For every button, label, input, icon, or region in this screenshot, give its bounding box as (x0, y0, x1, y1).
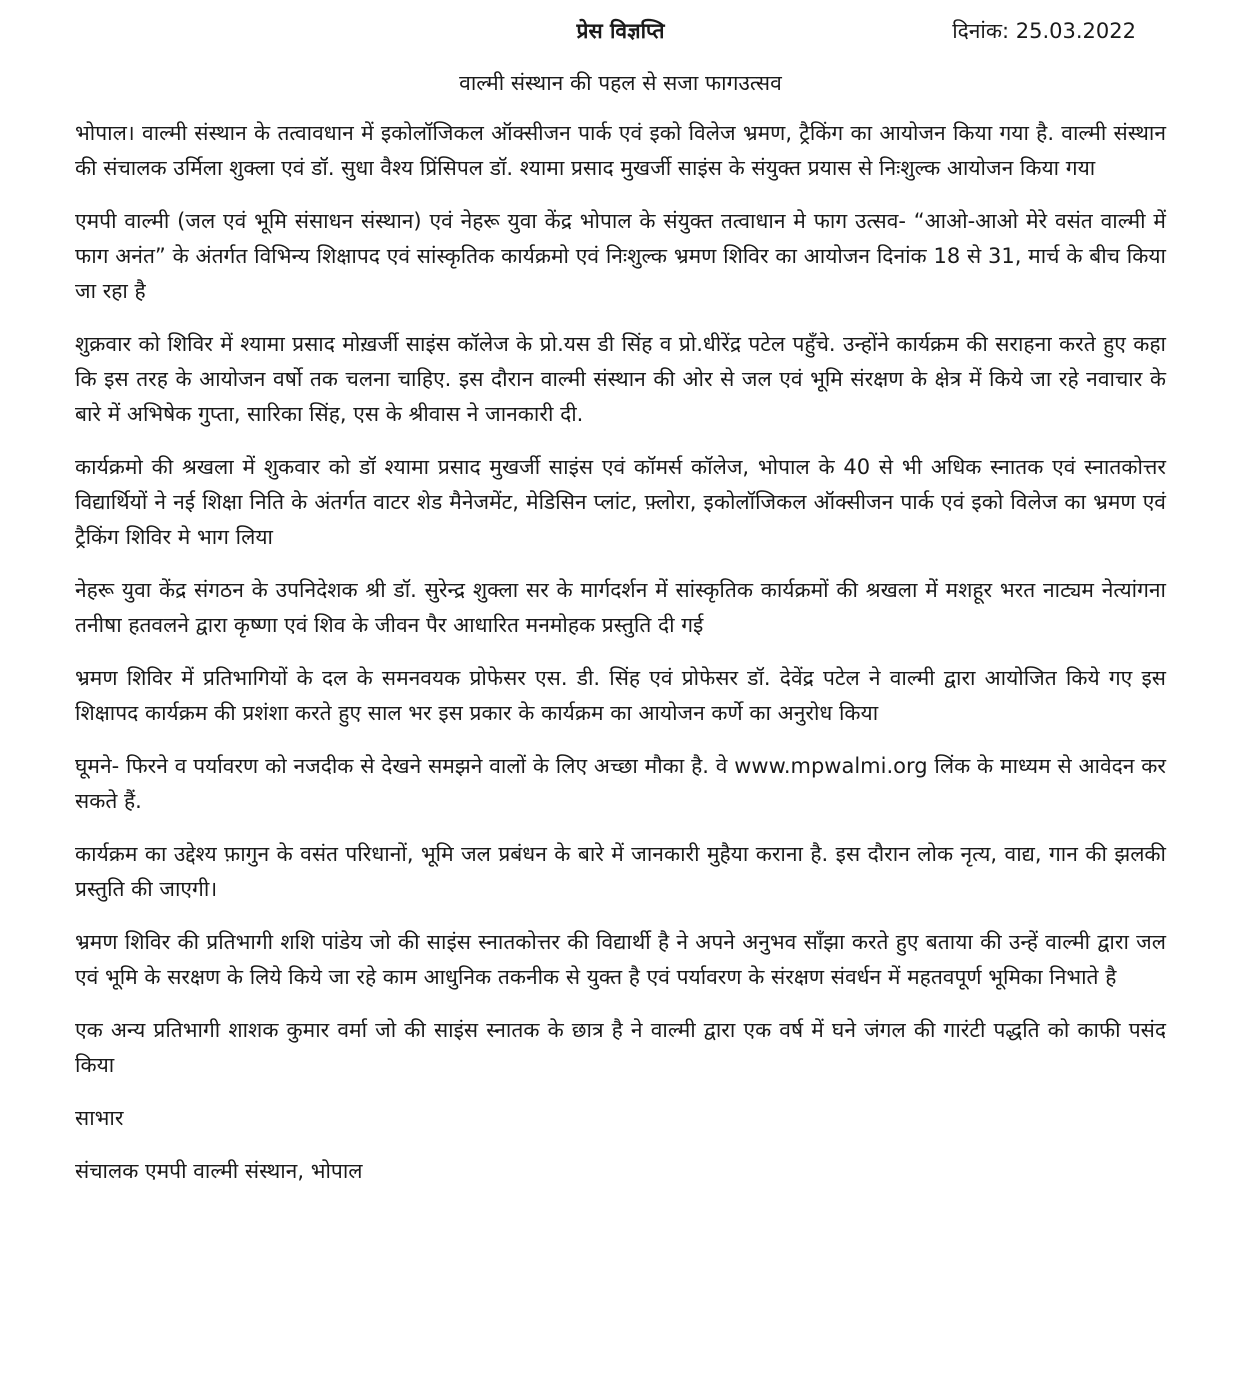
paragraph-6: भ्रमण शिविर में प्रतिभागियों के दल के समनवयक प्रोफेसर एस. डी. सिंह एवं प्रोफेसर डॉ. देवेंद्र पटेल ने वाल्मी द्वारा आयोजित किये गए इस शिक्षापद कार्यक्रम की प्रशंशा करते हुए साल भर इस प्रकार के कार्यक्रम का आयोजन कर्णे का अनुरोध किया (75, 666, 1166, 725)
document-title: प्रेस विज्ञप्ति (576, 19, 665, 43)
document-body (75, 116, 1166, 1083)
document-date: दिनांक: 25.03.2022 (952, 19, 1136, 43)
document-header (75, 14, 1166, 48)
document-subtitle: वाल्मी संस्थान की पहल से सजा फागउत्सव (459, 71, 782, 95)
paragraph-3: शुक्रवार को शिविर में श्यामा प्रसाद मोख़र्जी साइंस कॉलेज के प्रो.यस डी सिंह व प्रो.धीरेंद्र पटेल पहुँचे. उन्होंने कार्यक्रम की सराहना करते हुए कहा कि इस तरह के आयोजन वर्षो तक चलना चाहिए. इस दौरान वाल्मी संस्थान की ओर से जल एवं भूमि संरक्षण के क्षेत्र में किये जा रहे नवाचार के बारे में अभिषेक गुप्ता, सारिका सिंह, एस के श्रीवास ने जानकारी दी. (75, 332, 1166, 426)
paragraph-9: भ्रमण शिविर की प्रतिभागी शशि पांडेय जो की साइंस स्नातकोत्तर की विद्यार्थी है ने अपने अनुभव साँझा करते हुए बताया की उन्हें वाल्मी द्वारा जल एवं भूमि के सरक्षण के लिये किये जा रहे काम आधुनिक तकनीक से युक्त है एवं पर्यावरण के संरक्षण संवर्धन में महतवपूर्ण भूमिका निभाते है (75, 930, 1166, 989)
closing-thanks: साभार (75, 1106, 124, 1130)
paragraph-7: घूमने- फिरने व पर्यावरण को नजदीक से देखने समझने वालों के लिए अच्छा मौका है. वे www.mpwalmi.org लिंक के माध्यम से आवेदन कर सकते हैं. (75, 754, 1166, 813)
press-release-page (75, 14, 1166, 1207)
paragraph-1: भोपाल। वाल्मी संस्थान के तत्वावधान में इकोलॉजिकल ऑक्सीजन पार्क एवं इको विलेज भ्रमण, ट्रैकिंग का आयोजन किया गया है. वाल्मी संस्थान की संचालक उर्मिला शुक्ला एवं डॉ. सुधा वैश्य प्रिंसिपल डॉ. श्यामा प्रसाद मुखर्जी साइंस के संयुक्त प्रयास से निःशुल्क आयोजन किया गया (75, 121, 1166, 180)
paragraph-5: नेहरू युवा केंद्र संगठन के उपनिदेशक श्री डॉ. सुरेन्द्र शुक्ला सर के मार्गदर्शन में सांस्कृतिक कार्यक्रमों की श्रखला में मशहूर भरत नाट्यम नेत्यांगना तनीषा हतवलने द्वारा कृष्णा एवं शिव के जीवन पैर आधारित मनमोहक प्रस्तुति दी गई (75, 578, 1166, 637)
paragraph-4: कार्यक्रमो की श्रखला में शुकवार को डॉ श्यामा प्रसाद मुखर्जी साइंस एवं कॉमर्स कॉलेज, भोपाल के 40 से भी अधिक स्नातक एवं स्नातकोत्तर विद्यार्थियों ने नई शिक्षा निति के अंतर्गत वाटर शेड मैनेजमेंट, मेडिसिन प्लांट, फ़्लोरा, इकोलॉजिकल ऑक्सीजन पार्क एवं इको विलेज का भ्रमण एवं ट्रैकिंग शिविर मे भाग लिया (75, 455, 1166, 549)
paragraph-2: एमपी वाल्मी (जल एवं भूमि संसाधन संस्थान) एवं नेहरू युवा केंद्र भोपाल के संयुक्त तत्वाधान मे फाग उत्सव- “आओ-आओ मेरे वसंत वाल्मी में फाग अनंत” के अंतर्गत विभिन्य शिक्षापद एवं सांस्कृतिक कार्यक्रमो एवं निःशुल्क भ्रमण शिविर का आयोजन दिनांक 18 से 31, मार्च के बीच किया जा रहा है (75, 209, 1166, 303)
paragraph-10: एक अन्य प्रतिभागी शाशक कुमार वर्मा जो की साइंस स्नातक के छात्र है ने वाल्मी द्वारा एक वर्ष में घने जंगल की गारंटी पद्धति को काफी पसंद किया (75, 1018, 1166, 1077)
paragraph-8: कार्यक्रम का उद्देश्य फ़ागुन के वसंत परिधानों, भूमि जल प्रबंधन के बारे में जानकारी मुहैया कराना है. इस दौरान लोक नृत्य, वाद्य, गान की झलकी प्रस्तुति की जाएगी। (75, 842, 1166, 901)
closing-signature: संचालक एमपी वाल्मी संस्थान, भोपाल (75, 1159, 363, 1183)
